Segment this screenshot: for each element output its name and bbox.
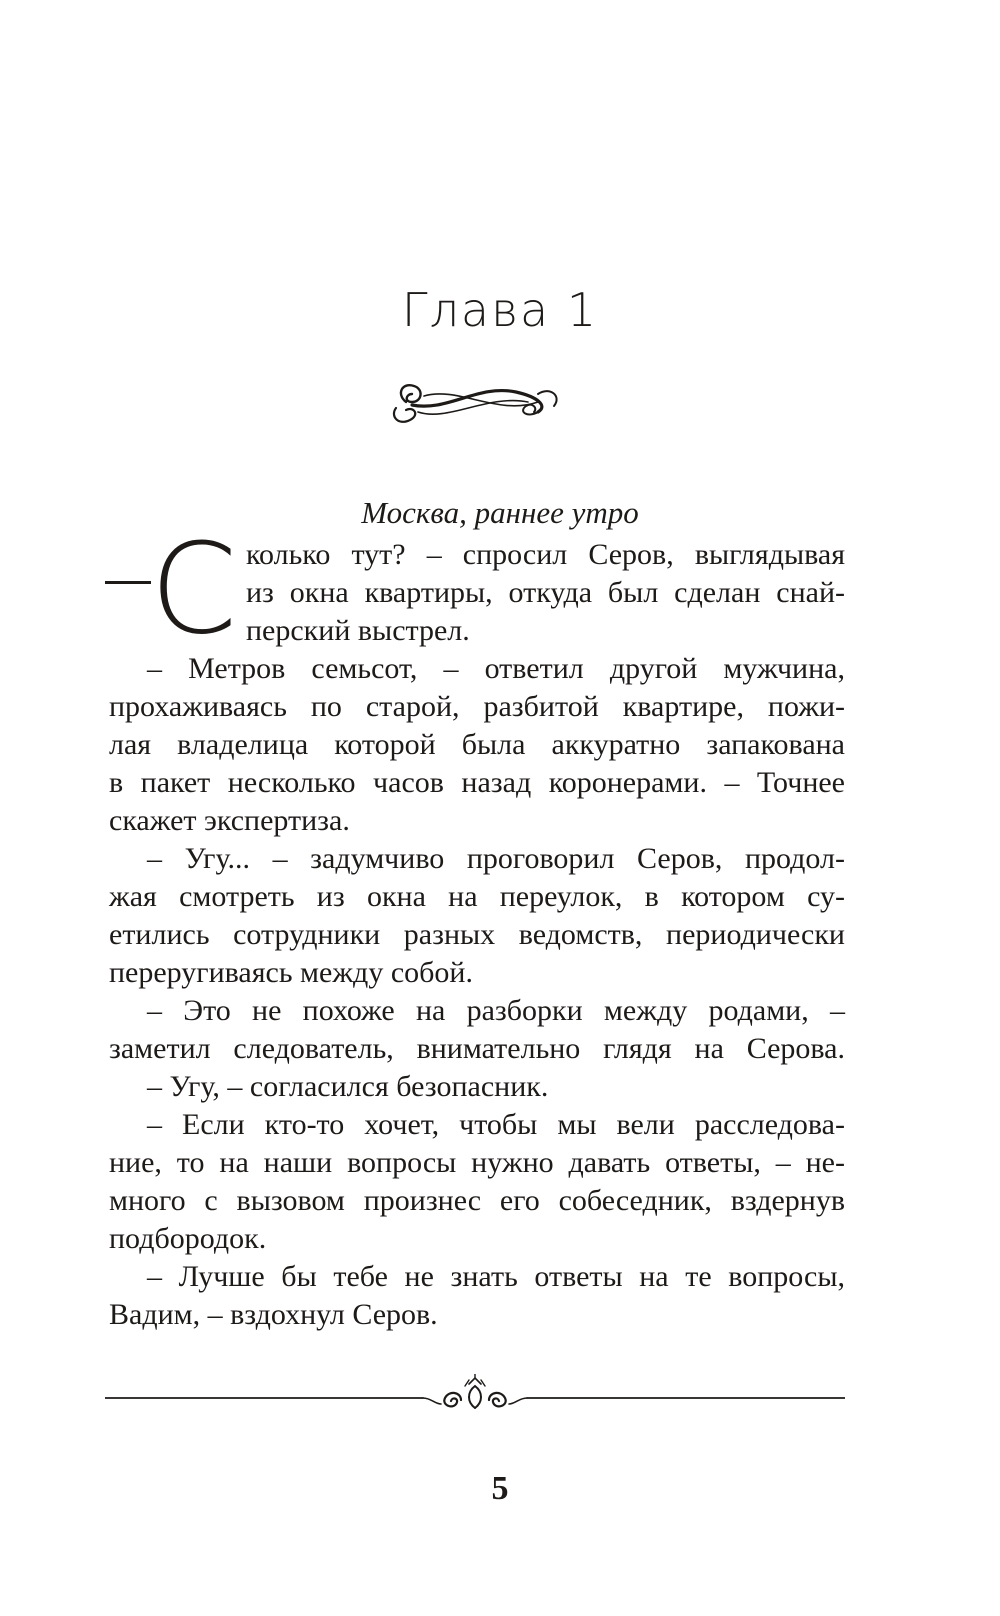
text-line: скажет экспертиза. bbox=[109, 804, 350, 837]
text-line: жая смотреть из окна на переулок, в котором су- bbox=[109, 880, 845, 913]
text-line: прохаживаясь по старой, разбитой квартире, пожи- bbox=[109, 690, 845, 723]
text-line: в пакет несколько часов назад коронерами. – Точнее bbox=[109, 766, 845, 799]
text-line: лая владелица которой была аккуратно запакована bbox=[109, 728, 845, 761]
dropcap-letter: С bbox=[150, 517, 238, 662]
footer-ornament-icon bbox=[105, 1374, 845, 1414]
chapter-title: Глава 1 bbox=[401, 283, 599, 337]
dropcap-dash bbox=[105, 581, 151, 584]
text-line: много с вызовом произнес его собеседник, вздернув bbox=[109, 1184, 845, 1217]
text-line: – Это не похоже на разборки между родами, – bbox=[147, 994, 845, 1027]
text-line: – Метров семьсот, – ответил другой мужчина, bbox=[147, 652, 845, 685]
text-line: ние, то на наши вопросы нужно давать ответы, – не- bbox=[109, 1146, 845, 1179]
text-line: – Угу, – согласился безопасник. bbox=[147, 1070, 549, 1103]
text-line: Вадим, – вздохнул Серов. bbox=[109, 1298, 438, 1331]
text-line: етились сотрудники разных ведомств, периодически bbox=[109, 918, 845, 951]
text-line: из окна квартиры, откуда был сделан снай- bbox=[246, 576, 845, 609]
text-line: – Если кто-то хочет, чтобы мы вели расследова- bbox=[147, 1108, 845, 1141]
text-line: колько тут? – спросил Серов, выглядывая bbox=[246, 538, 845, 571]
text-line: заметил следователь, внимательно глядя на Серова. bbox=[109, 1032, 845, 1065]
page-number: 5 bbox=[491, 1470, 509, 1507]
text-line: подбородок. bbox=[109, 1222, 267, 1255]
text-line: перский выстрел. bbox=[246, 614, 470, 647]
text-line: – Лучше бы тебе не знать ответы на те вопросы, bbox=[147, 1260, 845, 1293]
text-line: переругиваясь между собой. bbox=[109, 956, 473, 989]
chapter-subtitle: Москва, раннее утро bbox=[361, 495, 639, 530]
text-line: – Угу... – задумчиво проговорил Серов, продол- bbox=[147, 842, 845, 875]
flourish-ornament-icon bbox=[388, 372, 564, 438]
